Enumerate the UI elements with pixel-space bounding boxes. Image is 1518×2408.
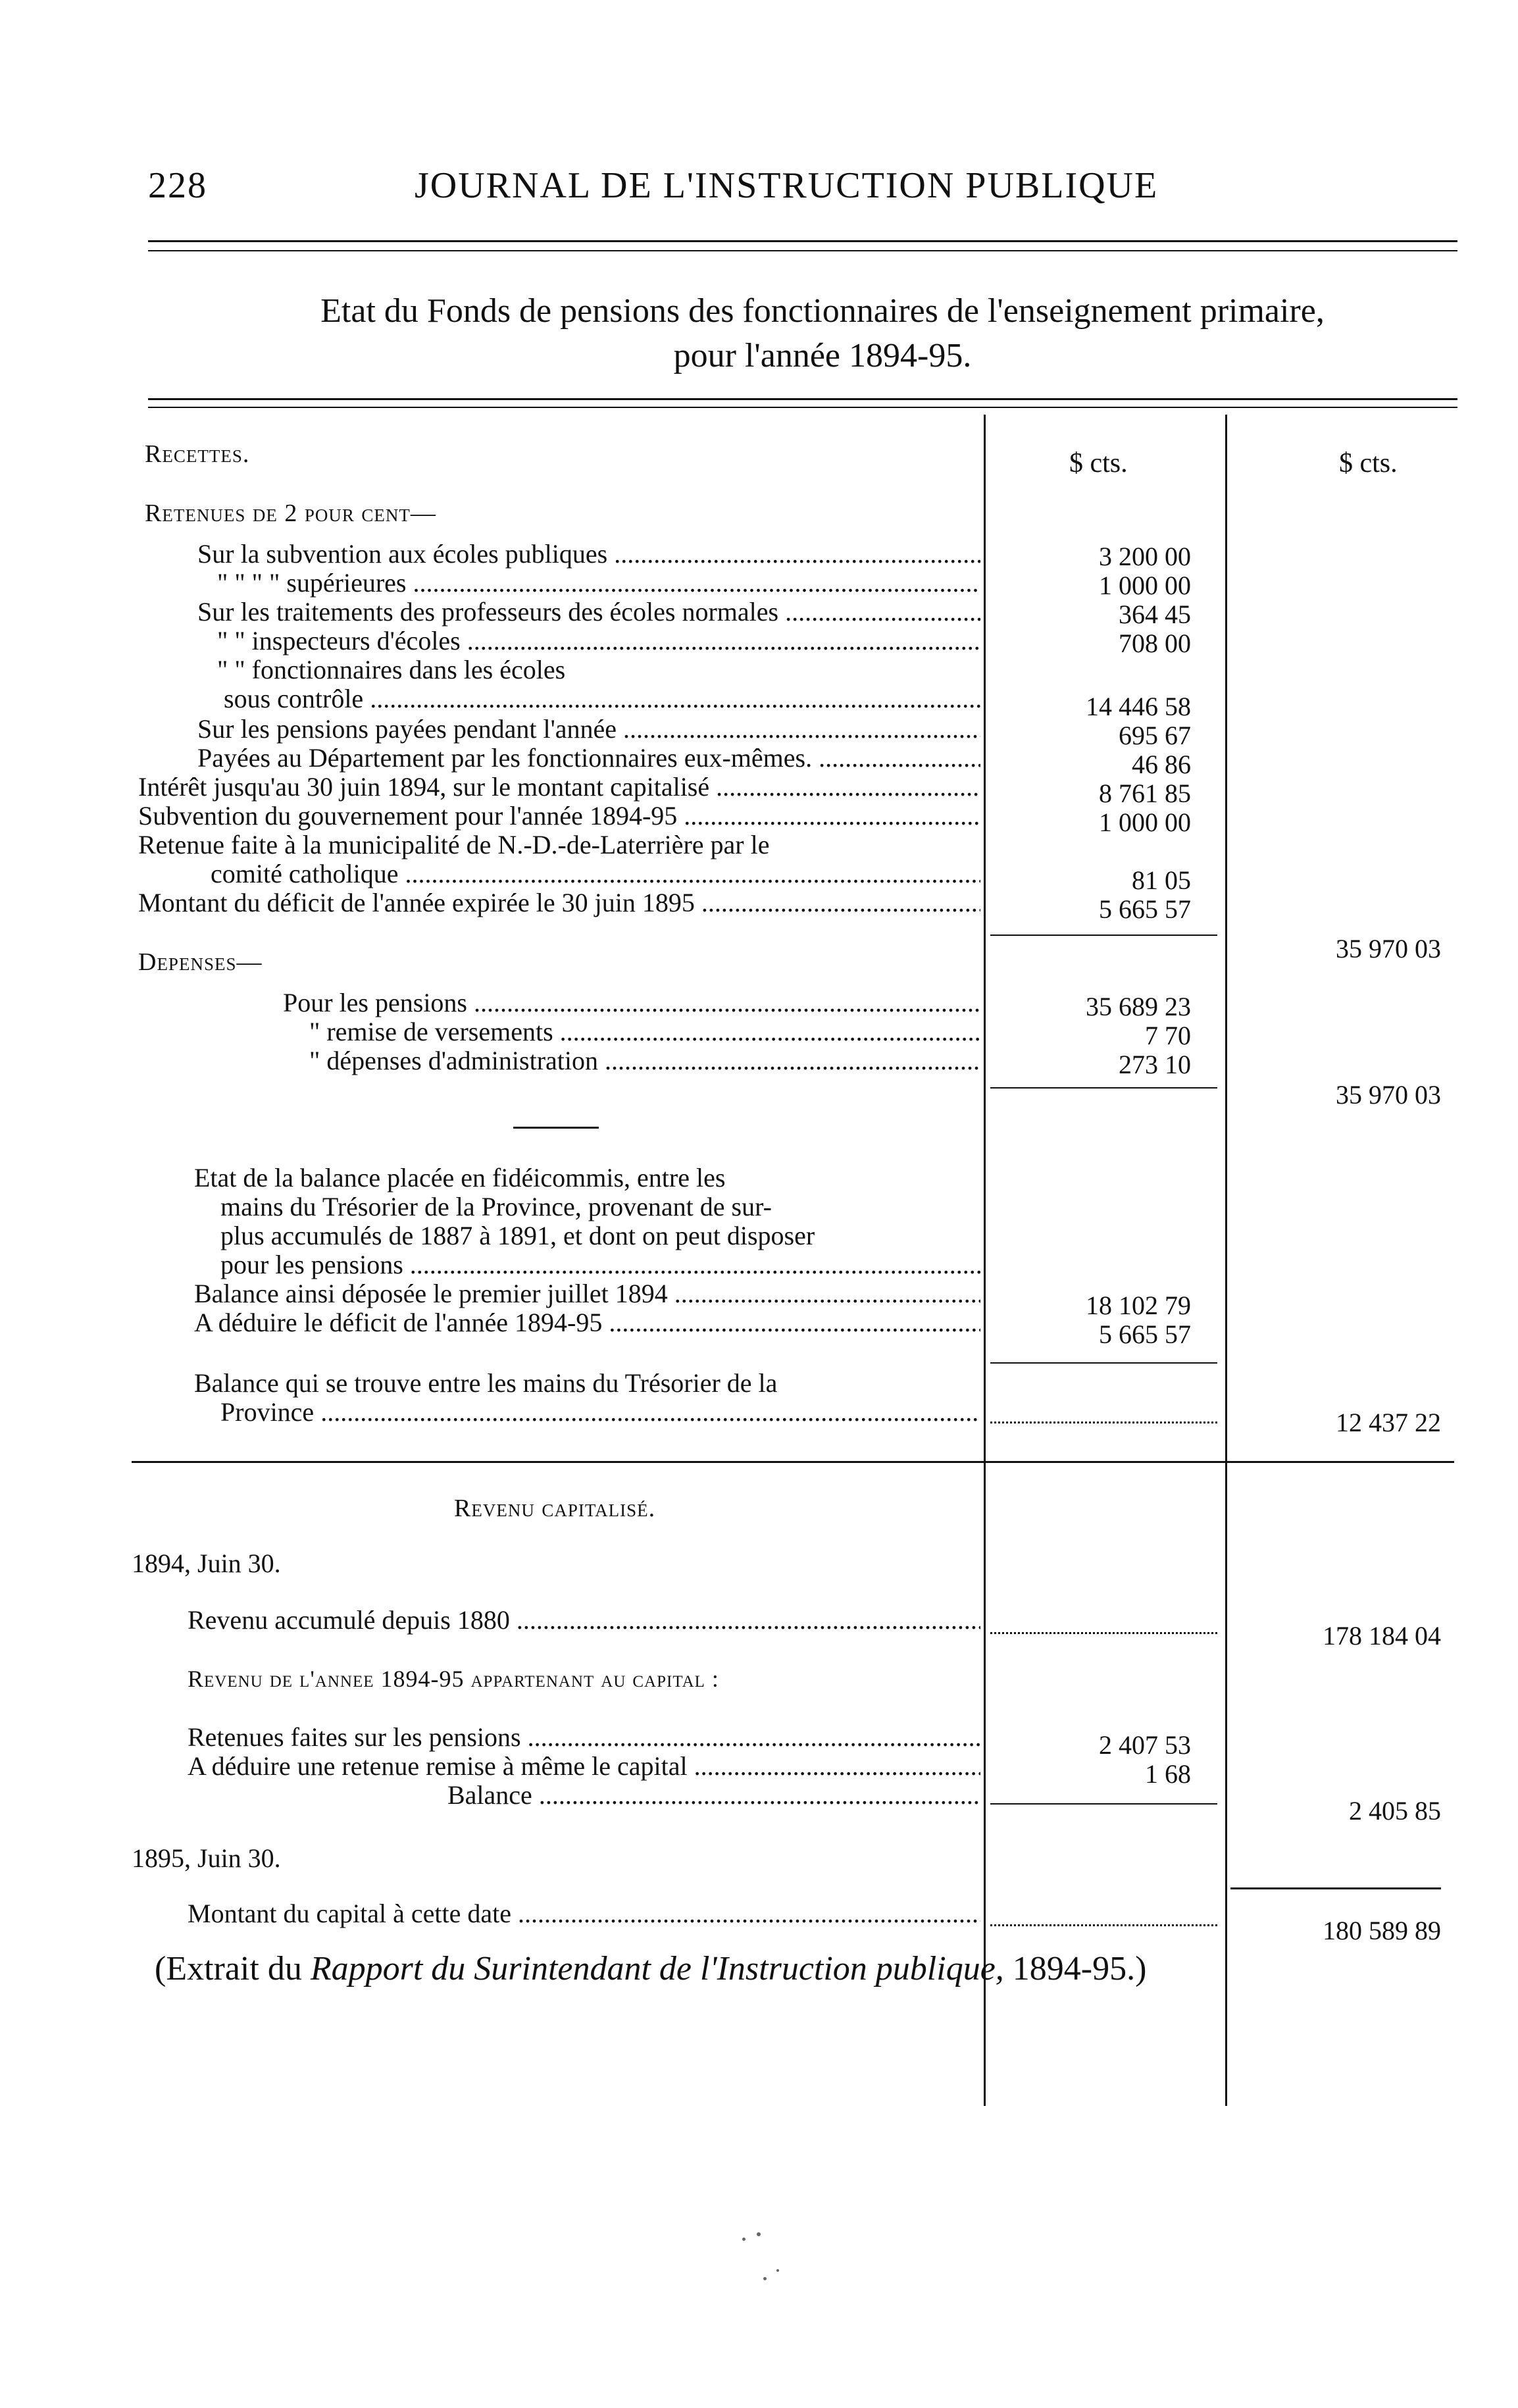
amount: 364 45 bbox=[1119, 600, 1191, 629]
treasurer-line: Balance qui se trouve entre les mains du Trésorier de la bbox=[194, 1368, 778, 1398]
recettes-total: 35 970 03 bbox=[1336, 934, 1441, 963]
amount: 18 102 79 bbox=[1086, 1291, 1191, 1320]
col2-header: $ cts. bbox=[1339, 448, 1398, 478]
list-item: pour les pensions ..... bbox=[220, 1250, 980, 1279]
amount: 1 68 bbox=[1145, 1759, 1191, 1789]
revenu-heading: Revenu capitalisé. bbox=[454, 1495, 656, 1522]
list-item: comité catholique ..... bbox=[211, 859, 980, 888]
list-item: " remise de versements ..... bbox=[309, 1017, 980, 1046]
amount: 14 446 58 bbox=[1086, 692, 1191, 721]
column-divider-1 bbox=[984, 415, 986, 2106]
amount: 5 665 57 bbox=[1099, 1319, 1191, 1349]
amount: 7 70 bbox=[1145, 1021, 1191, 1050]
statement-title-line1: Etat du Fonds de pensions des fonctionnaires de l'enseignement primaire, bbox=[320, 292, 1325, 330]
amount: 1 000 00 bbox=[1099, 571, 1191, 600]
citation-prefix: (Extrait du bbox=[155, 1950, 311, 1987]
journal-title: JOURNAL DE L'INSTRUCTION PUBLIQUE bbox=[415, 165, 1159, 206]
scan-speck bbox=[763, 2277, 767, 2280]
list-item: Montant du capital à cette date ..... bbox=[188, 1899, 980, 1928]
amount: 1 000 00 bbox=[1099, 807, 1191, 837]
date-1894: 1894, Juin 30. bbox=[132, 1549, 281, 1578]
list-item: Sur les traitements des professeurs des écoles normales ..... bbox=[197, 598, 980, 627]
list-item: Pour les pensions ..... bbox=[283, 988, 980, 1017]
accum-total: 178 184 04 bbox=[1323, 1621, 1441, 1651]
revenu-year-heading: Revenu de l'annee 1894-95 appartenant au capital : bbox=[188, 1666, 719, 1692]
recettes-heading: Recettes. bbox=[145, 440, 250, 468]
table-rule-top bbox=[148, 398, 1457, 400]
depenses-subtotal-rule bbox=[990, 1087, 1217, 1089]
list-item: Balance ainsi déposée le premier juillet 1894 ..... bbox=[194, 1279, 980, 1308]
retenues-heading: Retenues de 2 pour cent— bbox=[145, 500, 436, 527]
balance-intro-line: mains du Trésorier de la Province, provenant de sur- bbox=[220, 1192, 772, 1221]
amount: 46 86 bbox=[1132, 750, 1191, 779]
scan-speck bbox=[776, 2269, 779, 2272]
list-item: Retenues faites sur les pensions ..... bbox=[188, 1723, 980, 1752]
list-item: " " inspecteurs d'écoles ..... bbox=[217, 627, 980, 655]
balance-intro-line: Etat de la balance placée en fidéicommis, entre les bbox=[194, 1163, 726, 1192]
list-item: Revenu accumulé depuis 1880 ..... bbox=[188, 1606, 980, 1635]
balance-rule bbox=[990, 1362, 1217, 1364]
list-item: " " " " supérieures ..... bbox=[217, 569, 980, 598]
section-rule bbox=[132, 1461, 1454, 1463]
citation-title: Rapport du Surintendant de l'Instruction publique, bbox=[310, 1950, 1004, 1987]
scan-speck bbox=[757, 2232, 761, 2236]
treasurer-total: 12 437 22 bbox=[1336, 1408, 1441, 1437]
list-item: Province ..... bbox=[220, 1398, 980, 1427]
amount: 81 05 bbox=[1132, 865, 1191, 895]
list-item: Retenue faite à la municipalité de N.-D.-de-Laterrière par le bbox=[138, 831, 770, 859]
accum-dotted bbox=[990, 1632, 1217, 1634]
amount: 708 00 bbox=[1119, 628, 1191, 658]
table-rule-top2 bbox=[148, 407, 1457, 408]
scan-speck bbox=[742, 2238, 746, 2241]
amount: 695 67 bbox=[1119, 721, 1191, 750]
depenses-total: 35 970 03 bbox=[1336, 1080, 1441, 1110]
list-item: A déduire le déficit de l'année 1894-95 ..... bbox=[194, 1308, 980, 1337]
statement-title-line2: pour l'année 1894-95. bbox=[673, 337, 972, 374]
page-number: 228 bbox=[148, 165, 207, 206]
balance-subtotal-rule bbox=[990, 1803, 1217, 1805]
col1-header: $ cts. bbox=[1069, 448, 1128, 478]
capital-dotted bbox=[990, 1924, 1217, 1926]
header-rule-bottom bbox=[148, 250, 1457, 251]
source-citation bbox=[155, 1949, 1146, 1988]
list-item: Sur la subvention aux écoles publiques ..... bbox=[197, 540, 980, 569]
list-item: A déduire une retenue remise à même le capital ..... bbox=[188, 1752, 980, 1781]
list-item: Payées au Département par les fonctionnaires eux-mêmes. ..... bbox=[197, 744, 980, 773]
citation-suffix: 1894-95.) bbox=[1003, 1950, 1147, 1987]
column-divider-2 bbox=[1225, 415, 1227, 2106]
amount: 3 200 00 bbox=[1099, 542, 1191, 571]
balance-intro-line: plus accumulés de 1887 à 1891, et dont on peut disposer bbox=[220, 1221, 815, 1250]
date-1895: 1895, Juin 30. bbox=[132, 1843, 281, 1873]
capital-total: 180 589 89 bbox=[1323, 1916, 1441, 1945]
list-item: Balance ..... bbox=[447, 1781, 980, 1810]
recettes-subtotal-rule bbox=[990, 935, 1217, 936]
depenses-heading: Depenses— bbox=[138, 948, 263, 976]
list-item: Sur les pensions payées pendant l'année ..... bbox=[197, 715, 980, 744]
capital-rule bbox=[1230, 1887, 1441, 1889]
amount: 273 10 bbox=[1119, 1050, 1191, 1079]
list-item: " dépenses d'administration ..... bbox=[309, 1046, 980, 1075]
treasurer-dotted bbox=[990, 1422, 1217, 1423]
amount: 35 689 23 bbox=[1086, 992, 1191, 1021]
list-item: sous contrôle ..... bbox=[224, 684, 980, 713]
list-item: Montant du déficit de l'année expirée le 30 juin 1895 ..... bbox=[138, 888, 980, 917]
balance-total: 2 405 85 bbox=[1349, 1796, 1441, 1826]
amount: 5 665 57 bbox=[1099, 894, 1191, 924]
header-rule-top bbox=[148, 240, 1457, 242]
amount: 2 407 53 bbox=[1099, 1730, 1191, 1760]
section-dash bbox=[513, 1127, 599, 1129]
list-item: " " fonctionnaires dans les écoles bbox=[217, 655, 566, 684]
amount: 8 761 85 bbox=[1099, 779, 1191, 808]
list-item: Subvention du gouvernement pour l'année 1894-95 ..... bbox=[138, 802, 980, 831]
list-item: Intérêt jusqu'au 30 juin 1894, sur le montant capitalisé ..... bbox=[138, 773, 980, 802]
